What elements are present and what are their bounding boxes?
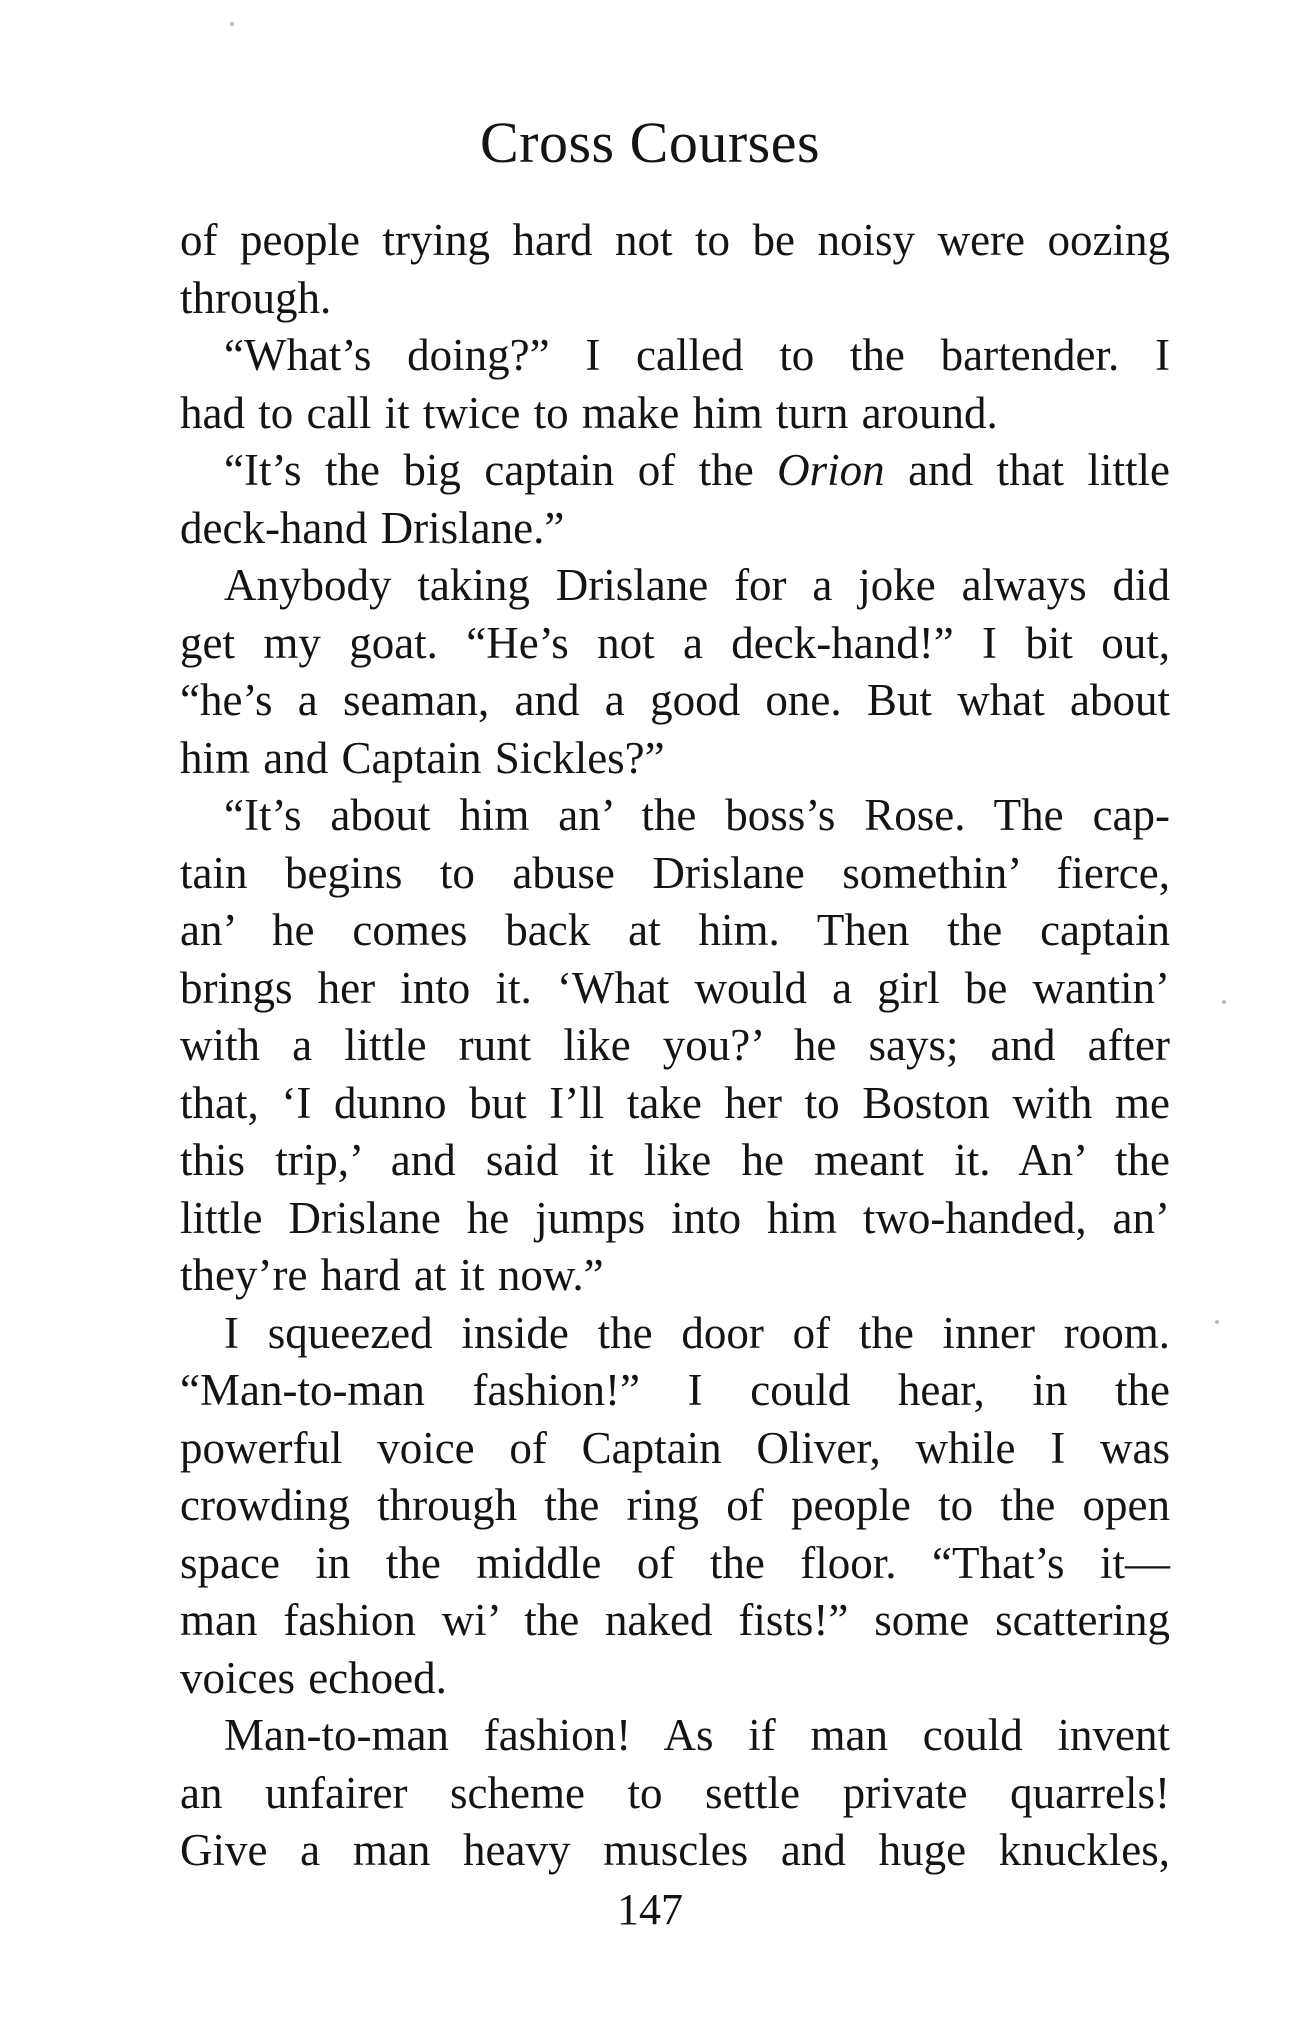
text-line: had to call it twice to make him turn around. [180, 387, 998, 438]
text-line: “he’s a seaman, and a good one. But what about [180, 675, 1170, 725]
paper-speck [1215, 1320, 1219, 1324]
text-line: little Drislane he jumps into him two-handed, an’ [180, 1192, 1170, 1243]
text-line: tain begins to abuse Drislane somethin’ fierce, [180, 847, 1170, 898]
text-line: get my goat. “He’s not a deck-hand!” I bit out, [180, 617, 1170, 668]
text-line: Man-to-man fashion! As if man could invent [224, 1710, 1170, 1760]
text-line: Anybody taking Drislane for a joke always did [224, 560, 1170, 610]
text-line: this trip,’ and said it like he meant it. An’ the [180, 1135, 1170, 1185]
text-line: “It’s the big captain of the Orion and that little [224, 445, 1171, 495]
text-line: “What’s doing?” I called to the bartender. I [224, 330, 1170, 380]
text-line: brings her into it. ‘What would a girl be wantin’ [180, 962, 1170, 1013]
text-line: an’ he comes back at him. Then the captain [180, 905, 1170, 955]
text-line: through. [180, 272, 332, 323]
text-line: Give a man heavy muscles and huge knuckles, [180, 1825, 1170, 1875]
running-head-title: Cross Courses [479, 110, 821, 175]
text-line: “Man-to-man fashion!” I could hear, in the [180, 1365, 1170, 1415]
text-line: deck-hand Drislane.” [180, 502, 565, 553]
text-line: space in the middle of the floor. “That’s it— [180, 1537, 1170, 1588]
text-line: of people trying hard not to be noisy were oozing [180, 215, 1170, 265]
page-number: 147 [617, 1885, 683, 1934]
paper-speck [1222, 1000, 1226, 1004]
text-line: him and Captain Sickles?” [180, 732, 665, 783]
text-line: I squeezed inside the door of the inner room. [224, 1307, 1170, 1358]
text-line: “It’s about him an’ the boss’s Rose. The cap- [224, 790, 1170, 840]
text-line: voices echoed. [180, 1652, 447, 1703]
text-line: with a little runt like you?’ he says; and after [180, 1020, 1170, 1070]
text-line: powerful voice of Captain Oliver, while I was [180, 1422, 1170, 1473]
text-line: crowding through the ring of people to the open [180, 1480, 1170, 1530]
ship-name-italic: Orion [777, 445, 885, 495]
text-line: man fashion wi’ the naked fists!” some scattering [180, 1595, 1170, 1645]
text-line: they’re hard at it now.” [180, 1250, 604, 1300]
body-text [180, 212, 1170, 1880]
text-line: an unfairer scheme to settle private quarrels! [180, 1767, 1170, 1818]
text-line: that, ‘I dunno but I’ll take her to Boston with me [180, 1077, 1170, 1128]
paper-speck [230, 22, 234, 26]
